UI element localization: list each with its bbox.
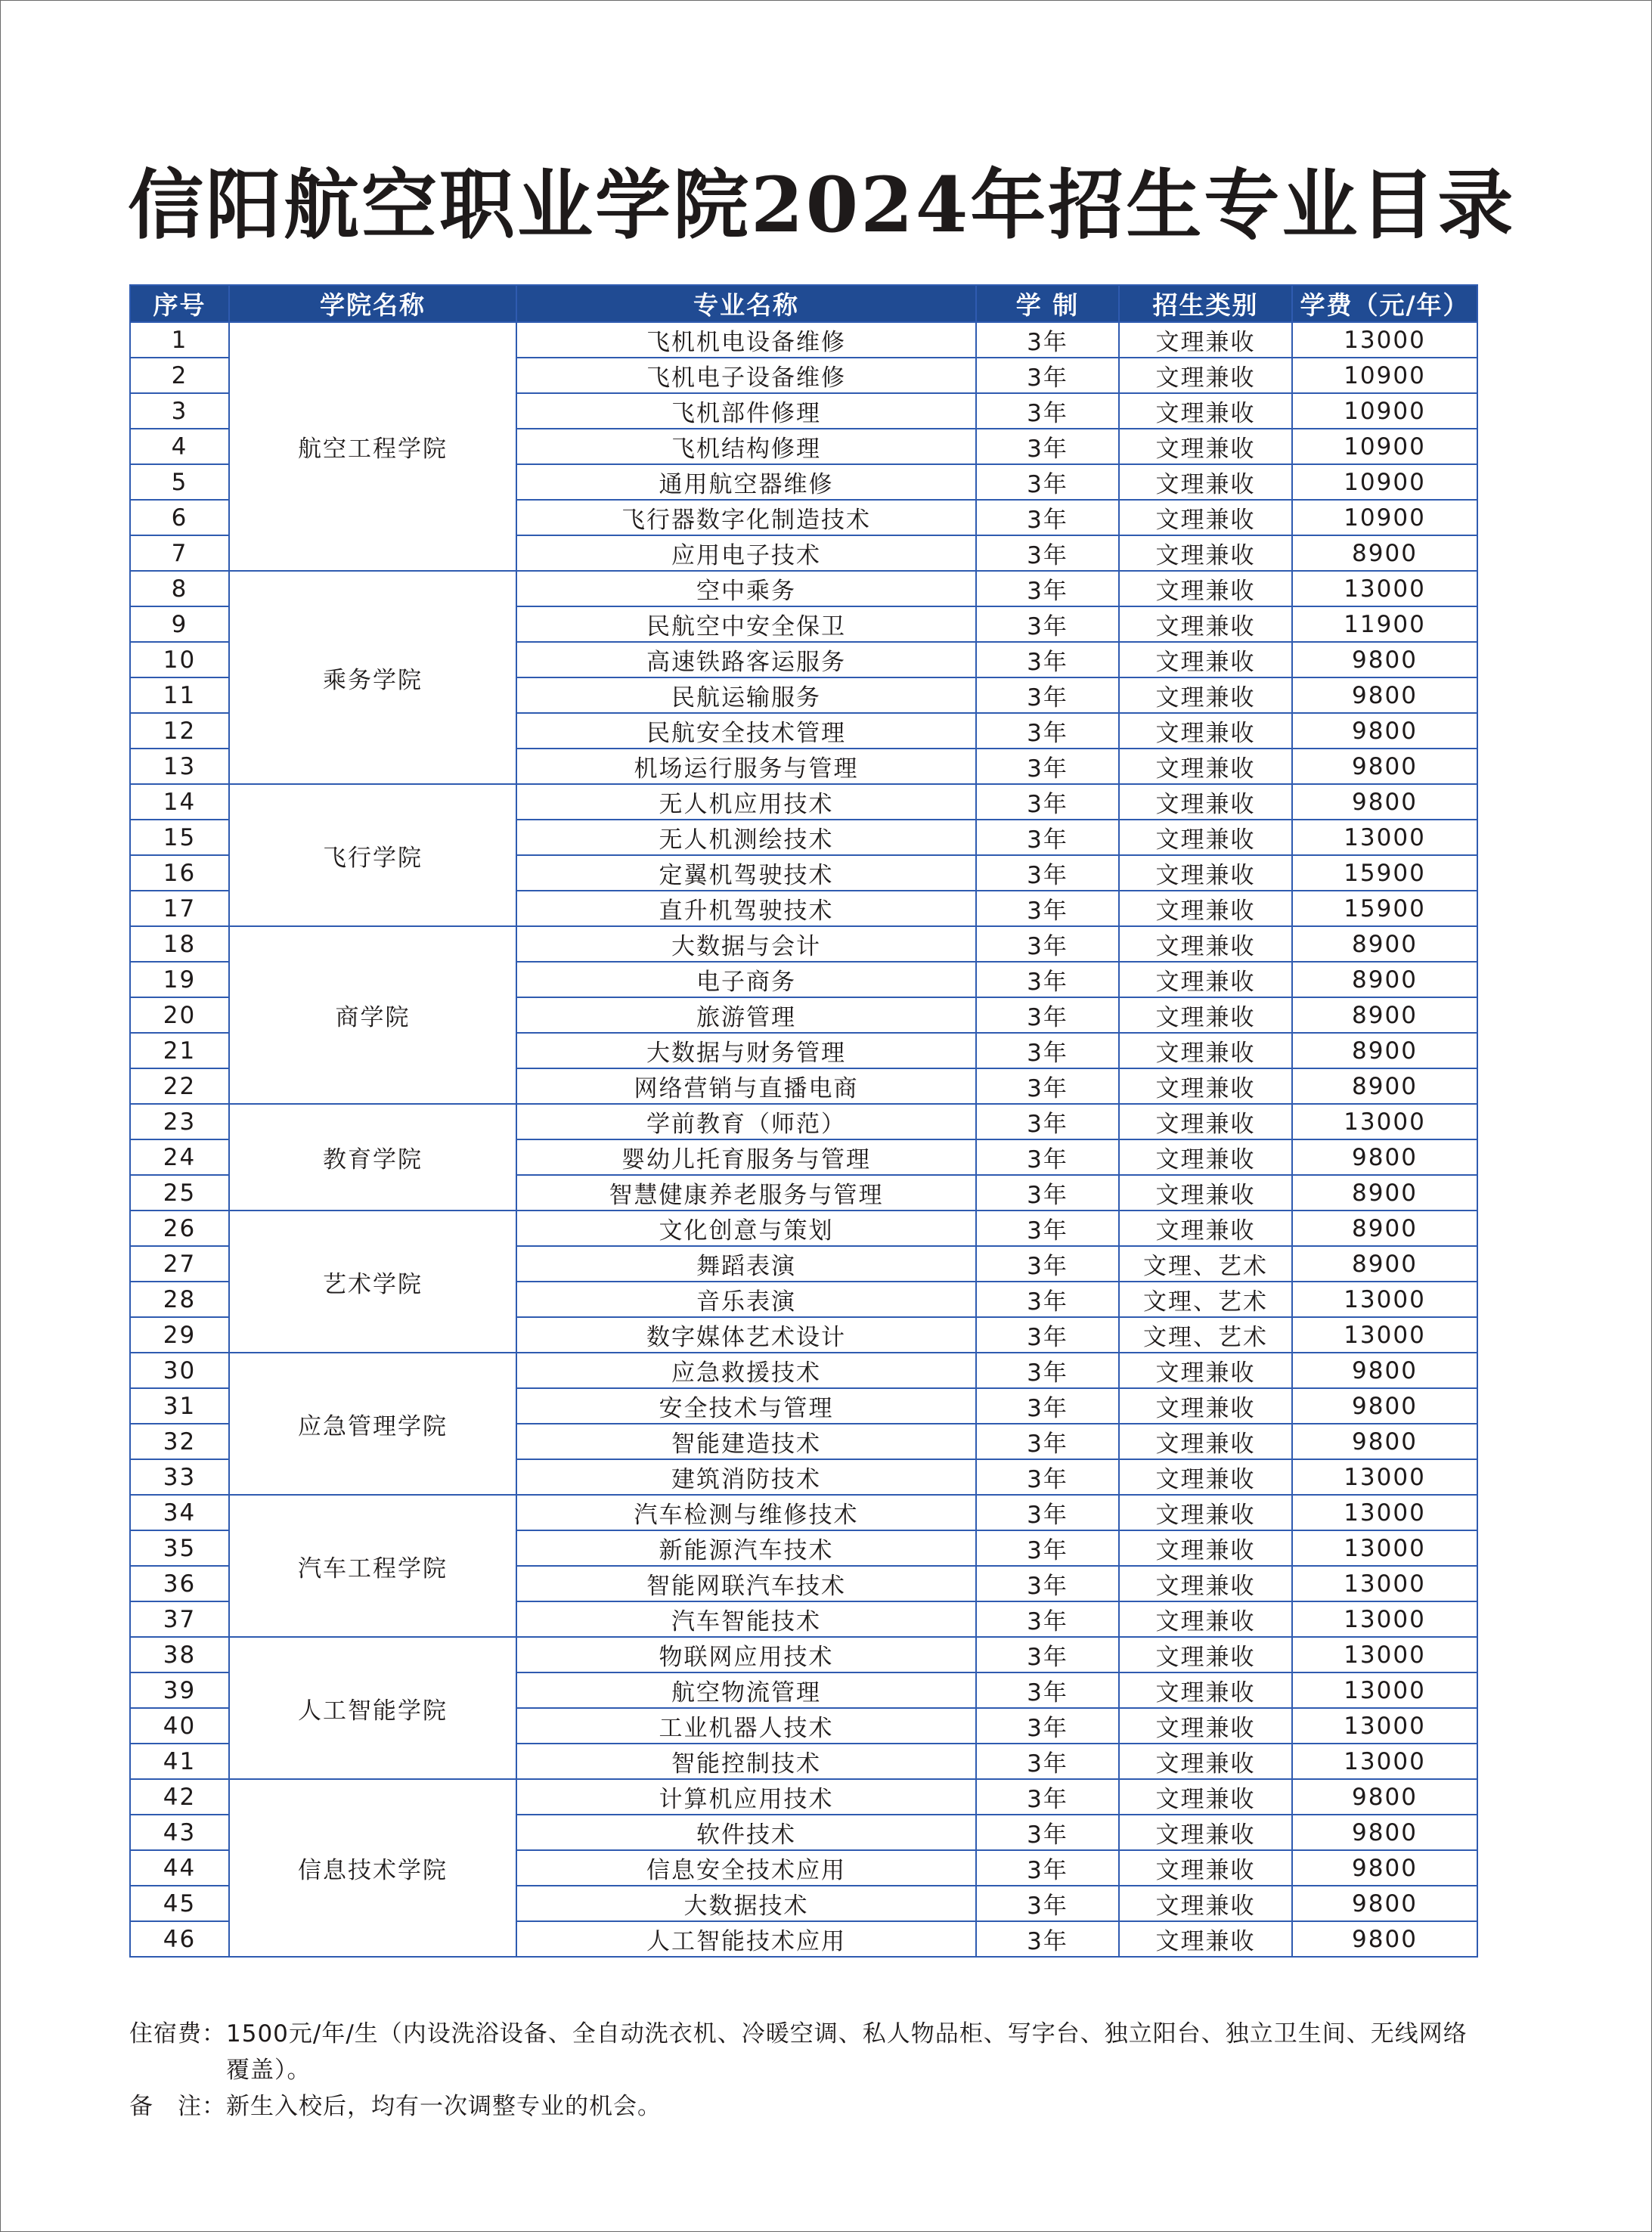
tuition-fee: 8900: [1292, 1211, 1477, 1246]
enrollment-category: 文理兼收: [1119, 1815, 1292, 1850]
tuition-fee: 9800: [1292, 1779, 1477, 1815]
major-name: 汽车智能技术: [516, 1601, 976, 1637]
row-number: 17: [130, 891, 229, 926]
row-number: 38: [130, 1637, 229, 1672]
row-number: 3: [130, 393, 229, 429]
major-name: 通用航空器维修: [516, 464, 976, 500]
header-category: 招生类别: [1119, 285, 1292, 322]
study-duration: 3年: [976, 1601, 1119, 1637]
enrollment-category: 文理兼收: [1119, 891, 1292, 926]
enrollment-category: 文理、艺术: [1119, 1246, 1292, 1282]
header-major: 专业名称: [516, 285, 976, 322]
major-name: 定翼机驾驶技术: [516, 855, 976, 891]
enrollment-category: 文理兼收: [1119, 500, 1292, 535]
college-name: 信息技术学院: [229, 1779, 516, 1957]
major-name: 飞机机电设备维修: [516, 322, 976, 358]
study-duration: 3年: [976, 749, 1119, 784]
study-duration: 3年: [976, 1175, 1119, 1211]
study-duration: 3年: [976, 1779, 1119, 1815]
major-name: 电子商务: [516, 962, 976, 997]
major-name: 无人机测绘技术: [516, 820, 976, 855]
major-name: 智能网联汽车技术: [516, 1566, 976, 1601]
enrollment-category: 文理兼收: [1119, 322, 1292, 358]
table-body: [130, 322, 1477, 1957]
tuition-fee: 13000: [1292, 1495, 1477, 1530]
major-name: 直升机驾驶技术: [516, 891, 976, 926]
major-name: 工业机器人技术: [516, 1708, 976, 1744]
study-duration: 3年: [976, 1672, 1119, 1708]
study-duration: 3年: [976, 393, 1119, 429]
tuition-fee: 13000: [1292, 1282, 1477, 1317]
major-name: 软件技术: [516, 1815, 976, 1850]
tuition-fee: 15900: [1292, 891, 1477, 926]
row-number: 46: [130, 1921, 229, 1957]
tuition-fee: 8900: [1292, 535, 1477, 571]
tuition-fee: 8900: [1292, 926, 1477, 962]
study-duration: 3年: [976, 358, 1119, 393]
major-name: 智能建造技术: [516, 1424, 976, 1459]
row-number: 14: [130, 784, 229, 820]
major-name: 民航空中安全保卫: [516, 606, 976, 642]
study-duration: 3年: [976, 1886, 1119, 1921]
major-name: 大数据技术: [516, 1886, 976, 1921]
major-name: 大数据与财务管理: [516, 1033, 976, 1068]
table-row: [130, 1211, 1477, 1246]
row-number: 6: [130, 500, 229, 535]
row-number: 12: [130, 713, 229, 749]
study-duration: 3年: [976, 855, 1119, 891]
study-duration: 3年: [976, 1815, 1119, 1850]
study-duration: 3年: [976, 1637, 1119, 1672]
row-number: 34: [130, 1495, 229, 1530]
major-name: 飞机结构修理: [516, 429, 976, 464]
enrollment-category: 文理兼收: [1119, 606, 1292, 642]
row-number: 30: [130, 1353, 229, 1388]
college-name: 商学院: [229, 926, 516, 1104]
tuition-fee: 13000: [1292, 1708, 1477, 1744]
study-duration: 3年: [976, 677, 1119, 713]
tuition-fee: 10900: [1292, 500, 1477, 535]
row-number: 36: [130, 1566, 229, 1601]
major-name: 文化创意与策划: [516, 1211, 976, 1246]
major-name: 信息安全技术应用: [516, 1850, 976, 1886]
row-number: 11: [130, 677, 229, 713]
row-number: 27: [130, 1246, 229, 1282]
study-duration: 3年: [976, 926, 1119, 962]
tuition-fee: 10900: [1292, 429, 1477, 464]
major-name: 汽车检测与维修技术: [516, 1495, 976, 1530]
header-fee: 学费（元/年）: [1292, 285, 1477, 322]
enrollment-category: 文理兼收: [1119, 1495, 1292, 1530]
enrollment-category: 文理兼收: [1119, 1566, 1292, 1601]
study-duration: 3年: [976, 429, 1119, 464]
major-name: 飞行器数字化制造技术: [516, 500, 976, 535]
row-number: 45: [130, 1886, 229, 1921]
header-college: 学院名称: [229, 285, 516, 322]
row-number: 37: [130, 1601, 229, 1637]
major-name: 空中乘务: [516, 571, 976, 606]
enrollment-category: 文理兼收: [1119, 1850, 1292, 1886]
college-name: 人工智能学院: [229, 1637, 516, 1779]
tuition-fee: 9800: [1292, 1886, 1477, 1921]
college-name: 汽车工程学院: [229, 1495, 516, 1637]
enrollment-category: 文理兼收: [1119, 393, 1292, 429]
header-row: [130, 285, 1477, 322]
table-row: [130, 926, 1477, 962]
tuition-fee: 9800: [1292, 1353, 1477, 1388]
enrollment-category: 文理兼收: [1119, 1033, 1292, 1068]
note-text: 1500元/年/生（内设洗浴设备、全自动洗衣机、冷暖空调、私人物品柜、写字台、独立阳台、独立卫生间、无线网络覆盖）。: [226, 2020, 1468, 2084]
row-number: 42: [130, 1779, 229, 1815]
tuition-fee: 13000: [1292, 1601, 1477, 1637]
college-name: 航空工程学院: [229, 322, 516, 571]
enrollment-category: 文理兼收: [1119, 962, 1292, 997]
header-duration: 学 制: [976, 285, 1119, 322]
enrollment-category: 文理兼收: [1119, 1779, 1292, 1815]
row-number: 8: [130, 571, 229, 606]
tuition-fee: 10900: [1292, 393, 1477, 429]
enrollment-category: 文理兼收: [1119, 535, 1292, 571]
study-duration: 3年: [976, 784, 1119, 820]
table-row: [130, 322, 1477, 358]
table-row: [130, 1104, 1477, 1139]
study-duration: 3年: [976, 1921, 1119, 1957]
row-number: 7: [130, 535, 229, 571]
major-name: 飞机部件修理: [516, 393, 976, 429]
row-number: 13: [130, 749, 229, 784]
major-name: 无人机应用技术: [516, 784, 976, 820]
college-name: 应急管理学院: [229, 1353, 516, 1495]
enrollment-category: 文理兼收: [1119, 820, 1292, 855]
tuition-fee: 9800: [1292, 677, 1477, 713]
tuition-fee: 13000: [1292, 1104, 1477, 1139]
major-name: 学前教育（师范）: [516, 1104, 976, 1139]
row-number: 1: [130, 322, 229, 358]
page-title: 信阳航空职业学院2024年招生专业目录: [128, 160, 1516, 250]
note-label: 住宿费：: [129, 2020, 226, 2048]
header-no: 序号: [130, 285, 229, 322]
major-name: 婴幼儿托育服务与管理: [516, 1139, 976, 1175]
tuition-fee: 8900: [1292, 997, 1477, 1033]
enrollment-category: 文理兼收: [1119, 1068, 1292, 1104]
major-name: 民航安全技术管理: [516, 713, 976, 749]
table-header: [130, 285, 1477, 322]
enrollment-category: 文理兼收: [1119, 1744, 1292, 1779]
row-number: 23: [130, 1104, 229, 1139]
row-number: 40: [130, 1708, 229, 1744]
enrollment-category: 文理兼收: [1119, 926, 1292, 962]
college-name: 艺术学院: [229, 1211, 516, 1353]
study-duration: 3年: [976, 1495, 1119, 1530]
row-number: 22: [130, 1068, 229, 1104]
enrollment-category: 文理兼收: [1119, 1211, 1292, 1246]
study-duration: 3年: [976, 1317, 1119, 1353]
row-number: 35: [130, 1530, 229, 1566]
enrollment-category: 文理兼收: [1119, 1139, 1292, 1175]
enrollment-category: 文理兼收: [1119, 464, 1292, 500]
major-name: 飞机电子设备维修: [516, 358, 976, 393]
enrollment-category: 文理兼收: [1119, 1672, 1292, 1708]
row-number: 20: [130, 997, 229, 1033]
college-name: 乘务学院: [229, 571, 516, 784]
study-duration: 3年: [976, 997, 1119, 1033]
row-number: 4: [130, 429, 229, 464]
row-number: 25: [130, 1175, 229, 1211]
row-number: 5: [130, 464, 229, 500]
enrollment-category: 文理兼收: [1119, 1424, 1292, 1459]
tuition-fee: 13000: [1292, 1637, 1477, 1672]
note-text: 新生入校后，均有一次调整专业的机会。: [226, 2093, 662, 2120]
major-name: 物联网应用技术: [516, 1637, 976, 1672]
tuition-fee: 15900: [1292, 855, 1477, 891]
study-duration: 3年: [976, 322, 1119, 358]
row-number: 33: [130, 1459, 229, 1495]
enrollment-category: 文理兼收: [1119, 1637, 1292, 1672]
row-number: 16: [130, 855, 229, 891]
study-duration: 3年: [976, 713, 1119, 749]
notes-section: [129, 2016, 1483, 2125]
tuition-fee: 8900: [1292, 962, 1477, 997]
study-duration: 3年: [976, 1353, 1119, 1388]
row-number: 39: [130, 1672, 229, 1708]
tuition-fee: 8900: [1292, 1246, 1477, 1282]
major-name: 计算机应用技术: [516, 1779, 976, 1815]
tuition-fee: 9800: [1292, 1850, 1477, 1886]
study-duration: 3年: [976, 1708, 1119, 1744]
row-number: 28: [130, 1282, 229, 1317]
major-name: 安全技术与管理: [516, 1388, 976, 1424]
tuition-fee: 13000: [1292, 1317, 1477, 1353]
study-duration: 3年: [976, 1388, 1119, 1424]
study-duration: 3年: [976, 1282, 1119, 1317]
study-duration: 3年: [976, 820, 1119, 855]
study-duration: 3年: [976, 1459, 1119, 1495]
tuition-fee: 8900: [1292, 1033, 1477, 1068]
row-number: 24: [130, 1139, 229, 1175]
tuition-fee: 10900: [1292, 358, 1477, 393]
remark-note: [129, 2088, 1483, 2125]
row-number: 41: [130, 1744, 229, 1779]
enrollment-category: 文理兼收: [1119, 571, 1292, 606]
row-number: 44: [130, 1850, 229, 1886]
tuition-fee: 13000: [1292, 571, 1477, 606]
tuition-fee: 9800: [1292, 1139, 1477, 1175]
row-number: 21: [130, 1033, 229, 1068]
study-duration: 3年: [976, 1211, 1119, 1246]
tuition-fee: 13000: [1292, 322, 1477, 358]
enrollment-category: 文理兼收: [1119, 1459, 1292, 1495]
study-duration: 3年: [976, 891, 1119, 926]
enrollment-category: 文理、艺术: [1119, 1282, 1292, 1317]
major-name: 高速铁路客运服务: [516, 642, 976, 677]
enrollment-category: 文理兼收: [1119, 1388, 1292, 1424]
major-name: 应用电子技术: [516, 535, 976, 571]
row-number: 15: [130, 820, 229, 855]
row-number: 26: [130, 1211, 229, 1246]
major-name: 机场运行服务与管理: [516, 749, 976, 784]
study-duration: 3年: [976, 464, 1119, 500]
table-row: [130, 1779, 1477, 1815]
note-label: 备 注：: [129, 2093, 226, 2120]
enrollment-category: 文理兼收: [1119, 429, 1292, 464]
table-row: [130, 784, 1477, 820]
tuition-fee: 9800: [1292, 1388, 1477, 1424]
enrollment-category: 文理兼收: [1119, 1921, 1292, 1957]
row-number: 2: [130, 358, 229, 393]
table-row: [130, 571, 1477, 606]
enrollment-category: 文理兼收: [1119, 642, 1292, 677]
study-duration: 3年: [976, 1424, 1119, 1459]
major-name: 航空物流管理: [516, 1672, 976, 1708]
enrollment-category: 文理兼收: [1119, 1601, 1292, 1637]
major-name: 新能源汽车技术: [516, 1530, 976, 1566]
enrollment-category: 文理兼收: [1119, 713, 1292, 749]
major-name: 舞蹈表演: [516, 1246, 976, 1282]
study-duration: 3年: [976, 500, 1119, 535]
study-duration: 3年: [976, 1033, 1119, 1068]
enrollment-category: 文理兼收: [1119, 855, 1292, 891]
study-duration: 3年: [976, 1530, 1119, 1566]
enrollment-category: 文理兼收: [1119, 784, 1292, 820]
table-row: [130, 1495, 1477, 1530]
enrollment-category: 文理兼收: [1119, 358, 1292, 393]
tuition-fee: 13000: [1292, 1566, 1477, 1601]
tuition-fee: 13000: [1292, 820, 1477, 855]
table-row: [130, 1353, 1477, 1388]
study-duration: 3年: [976, 1850, 1119, 1886]
enrollment-category: 文理兼收: [1119, 1886, 1292, 1921]
row-number: 43: [130, 1815, 229, 1850]
tuition-fee: 9800: [1292, 642, 1477, 677]
row-number: 9: [130, 606, 229, 642]
enrollment-category: 文理兼收: [1119, 677, 1292, 713]
row-number: 19: [130, 962, 229, 997]
study-duration: 3年: [976, 571, 1119, 606]
tuition-fee: 13000: [1292, 1744, 1477, 1779]
enrollment-category: 文理兼收: [1119, 1104, 1292, 1139]
major-name: 民航运输服务: [516, 677, 976, 713]
study-duration: 3年: [976, 1566, 1119, 1601]
major-name: 人工智能技术应用: [516, 1921, 976, 1957]
study-duration: 3年: [976, 962, 1119, 997]
tuition-fee: 13000: [1292, 1530, 1477, 1566]
enrollment-category: 文理兼收: [1119, 1530, 1292, 1566]
tuition-fee: 8900: [1292, 1175, 1477, 1211]
study-duration: 3年: [976, 1068, 1119, 1104]
tuition-fee: 9800: [1292, 1815, 1477, 1850]
majors-table: [129, 284, 1478, 1958]
study-duration: 3年: [976, 1246, 1119, 1282]
major-name: 音乐表演: [516, 1282, 976, 1317]
major-name: 大数据与会计: [516, 926, 976, 962]
accommodation-note: [129, 2016, 1483, 2088]
college-name: 教育学院: [229, 1104, 516, 1211]
tuition-fee: 9800: [1292, 1921, 1477, 1957]
enrollment-category: 文理兼收: [1119, 1353, 1292, 1388]
study-duration: 3年: [976, 642, 1119, 677]
tuition-fee: 13000: [1292, 1672, 1477, 1708]
tuition-fee: 9800: [1292, 784, 1477, 820]
study-duration: 3年: [976, 1139, 1119, 1175]
tuition-fee: 9800: [1292, 749, 1477, 784]
row-number: 18: [130, 926, 229, 962]
table-row: [130, 1637, 1477, 1672]
row-number: 31: [130, 1388, 229, 1424]
enrollment-category: 文理兼收: [1119, 1175, 1292, 1211]
enrollment-category: 文理兼收: [1119, 749, 1292, 784]
enrollment-category: 文理兼收: [1119, 1708, 1292, 1744]
major-name: 智能控制技术: [516, 1744, 976, 1779]
row-number: 29: [130, 1317, 229, 1353]
study-duration: 3年: [976, 1744, 1119, 1779]
row-number: 10: [130, 642, 229, 677]
study-duration: 3年: [976, 606, 1119, 642]
study-duration: 3年: [976, 1104, 1119, 1139]
study-duration: 3年: [976, 535, 1119, 571]
enrollment-category: 文理兼收: [1119, 997, 1292, 1033]
college-name: 飞行学院: [229, 784, 516, 926]
enrollment-category: 文理、艺术: [1119, 1317, 1292, 1353]
tuition-fee: 9800: [1292, 713, 1477, 749]
major-name: 应急救援技术: [516, 1353, 976, 1388]
major-name: 旅游管理: [516, 997, 976, 1033]
major-name: 数字媒体艺术设计: [516, 1317, 976, 1353]
row-number: 32: [130, 1424, 229, 1459]
tuition-fee: 9800: [1292, 1424, 1477, 1459]
tuition-fee: 11900: [1292, 606, 1477, 642]
tuition-fee: 10900: [1292, 464, 1477, 500]
major-name: 建筑消防技术: [516, 1459, 976, 1495]
tuition-fee: 8900: [1292, 1068, 1477, 1104]
major-name: 智慧健康养老服务与管理: [516, 1175, 976, 1211]
major-name: 网络营销与直播电商: [516, 1068, 976, 1104]
tuition-fee: 13000: [1292, 1459, 1477, 1495]
